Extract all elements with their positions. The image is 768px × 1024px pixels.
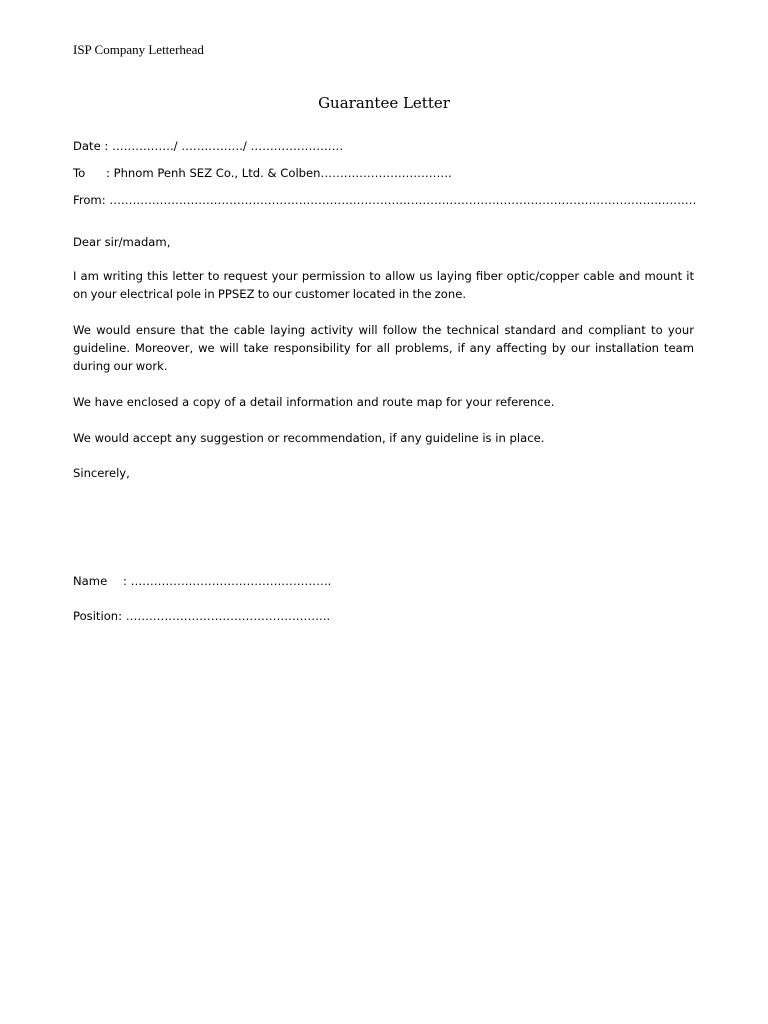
date-field (73, 137, 343, 155)
name-label: Name (73, 574, 108, 588)
position-field (73, 607, 330, 625)
to-field (73, 164, 452, 182)
position-label: Position: (73, 609, 123, 623)
paragraph-enclosure: We have enclosed a copy of a detail information and route map for your reference. (73, 395, 555, 409)
date-label: Date : (73, 139, 109, 153)
closing: Sincerely, (73, 466, 130, 480)
name-value: : ……………………………………………. (123, 574, 332, 588)
date-value: ……………./ ……………./ …………………… (112, 139, 344, 153)
to-value: : Phnom Penh SEZ Co., Ltd. & Colben……………………………. (106, 166, 452, 180)
letterhead: ISP Company Letterhead (73, 42, 204, 57)
position-value: …………………………………………….. (125, 609, 331, 623)
paragraph-suggestion: We would accept any suggestion or recommendation, if any guideline is in place. (73, 431, 545, 445)
name-field (73, 572, 331, 590)
from-field (73, 191, 696, 209)
paragraph-request: I am writing this letter to request your permission to allow us laying fiber optic/copper cable and mount it on your electrical pole in PPSEZ to our customer located in the zone. (73, 269, 694, 301)
to-label: To (73, 166, 86, 180)
document-title: Guarantee Letter (318, 94, 450, 112)
from-label: From: (73, 193, 106, 207)
from-value: ……………………………………………………………………………………………………………………………..……… (109, 193, 697, 207)
salutation: Dear sir/madam, (73, 235, 171, 249)
paragraph-assurance: We would ensure that the cable laying activity will follow the technical standard and compliant to your guideline. Moreover, we will take responsibility for all problems, if any affecting by our installation team during our work. (73, 323, 694, 373)
